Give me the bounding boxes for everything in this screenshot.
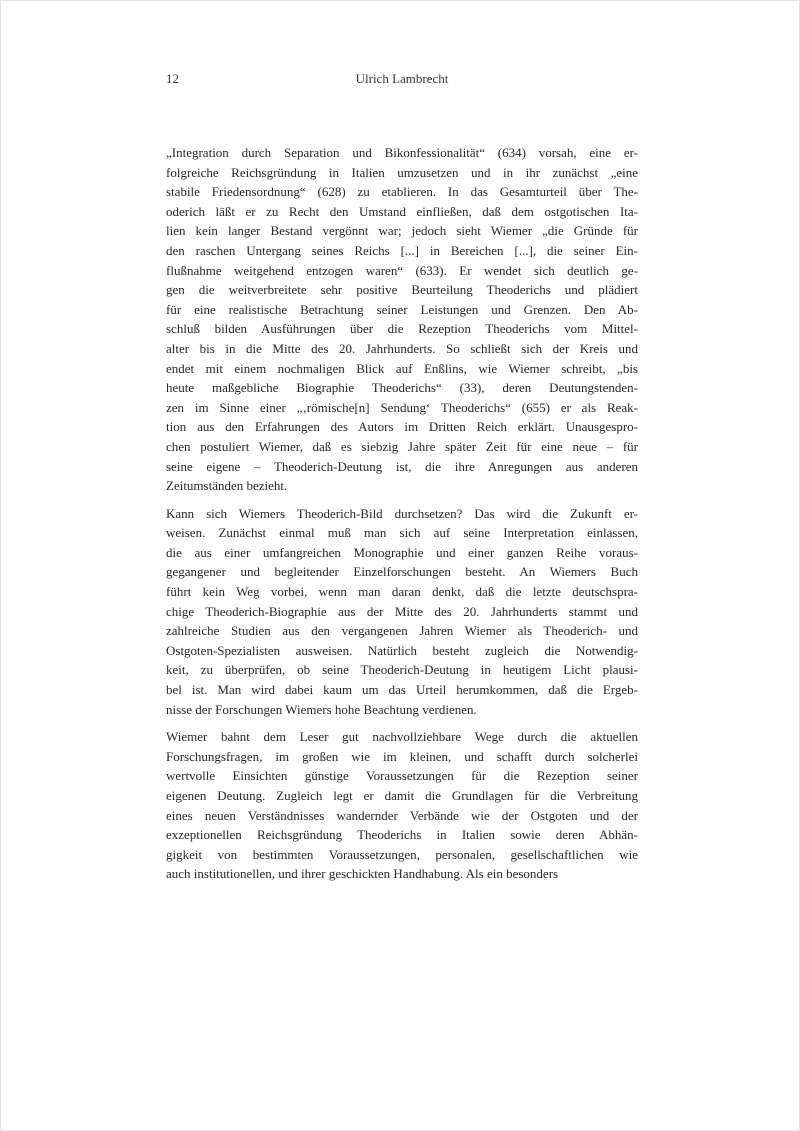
text-line: seine eigene – Theoderich-Deutung ist, die ihre Anregungen aus anderen xyxy=(166,458,638,474)
text-line: gen die weitverbreitete sehr positive Beurteilung Theoderichs und plädiert xyxy=(166,282,638,298)
text-line: zahlreiche Studien aus den vergangenen Jahren Wiemer als Theoderich- und xyxy=(166,623,638,639)
text-line: lien kein langer Bestand vergönnt war; jedoch sieht Wiemer „die Gründe für xyxy=(166,223,638,239)
text-line: chige Theoderich-Biographie aus der Mitte des 20. Jahrhunderts stammt und xyxy=(166,603,638,619)
text-line: weisen. Zunächst einmal muß man sich auf seine Interpretation einlassen, xyxy=(166,525,638,541)
body-text xyxy=(166,143,638,892)
text-line: Wiemer bahnt dem Leser gut nachvollziehbare Wege durch die aktuellen xyxy=(166,729,638,745)
text-line: Forschungsfragen, im großen wie im kleinen, und schafft durch solcherlei xyxy=(166,748,638,764)
text-line: für eine realistische Betrachtung seiner Leistungen und Grenzen. Den Ab- xyxy=(166,301,638,317)
text-line: den raschen Untergang seines Reichs [...] in Bereichen [...], die seiner Ein- xyxy=(166,242,638,258)
text-line: eigenen Deutung. Zugleich legt er damit die Grundlagen für die Verbreitung xyxy=(166,788,638,803)
text-line: endet mit einem nochmaligen Blick auf Enßlins, wie Wiemer schreibt, „bis xyxy=(166,360,638,376)
text-line: bel ist. Man wird dabei kaum um das Urteil herumkommen, daß die Ergeb- xyxy=(166,682,638,698)
text-line: die aus einer umfangreichen Monographie und einer ganzen Reihe voraus- xyxy=(166,544,638,560)
text-line: oderich läßt er zu Recht den Umstand einfließen, daß dem ostgotischen Ita- xyxy=(166,203,638,219)
text-line: auch institutionellen, und ihrer geschickten Handhabung. Als ein besonders xyxy=(166,866,559,882)
text-line: „Integration durch Separation und Bikonfessionalität“ (634) vorsah, eine er- xyxy=(166,145,638,160)
text-line: schluß bilden Ausführungen über die Rezeption Theoderichs vom Mittel- xyxy=(166,321,638,337)
text-line: führt kein Weg vorbei, wenn man daran denkt, daß die letzte deutschspra- xyxy=(166,584,638,600)
text-line: Kann sich Wiemers Theoderich-Bild durchsetzen? Das wird die Zukunft er- xyxy=(166,505,638,521)
paragraph xyxy=(166,143,638,496)
text-line: gegangener und begleitender Einzelforschungen besteht. An Wiemers Buch xyxy=(166,564,638,580)
text-line: flußnahme weitgehend entzogen waren“ (633). Er wendet sich deutlich ge- xyxy=(166,262,638,278)
paragraph xyxy=(166,727,638,884)
text-line: Ostgoten-Spezialisten ausweisen. Natürlich besteht zugleich die Notwendig- xyxy=(166,642,638,658)
text-line: zen im Sinne einer „‚römische[n] Sendung‘ Theoderichs“ (655) er als Reak- xyxy=(166,399,638,415)
text-line: gigkeit von bestimmten Voraussetzungen, personalen, gesellschaftlichen wie xyxy=(166,846,638,862)
text-line: eines neuen Verständnisses wandernder Verbände wie der Ostgoten und der xyxy=(166,807,638,823)
text-line: Zeitumständen bezieht. xyxy=(166,478,288,494)
text-line: wertvolle Einsichten günstige Voraussetzungen für die Rezeption seiner xyxy=(166,768,638,784)
text-line: stabile Friedensordnung“ (628) zu etablieren. In das Gesamturteil über The- xyxy=(166,184,638,200)
text-line: folgreiche Reichsgründung in Italien umzusetzen und in ihr zunächst „eine xyxy=(166,164,638,180)
text-line: exzeptionellen Reichsgründung Theoderichs in Italien sowie deren Abhän- xyxy=(166,827,638,843)
paragraph xyxy=(166,504,638,720)
text-line: keit, zu überprüfen, ob seine Theoderich-Deutung in heutigem Licht plausi- xyxy=(166,662,638,678)
page-number: 12 xyxy=(166,71,179,86)
text-line: nisse der Forschungen Wiemers hohe Beachtung verdienen. xyxy=(166,701,477,717)
page-header xyxy=(166,71,638,89)
running-title: Ulrich Lambrecht xyxy=(355,71,449,86)
text-line: tion aus den Erfahrungen des Autors im Dritten Reich erklärt. Unausgespro- xyxy=(166,419,638,435)
text-line: chen postuliert Wiemer, daß es siebzig Jahre später Zeit für eine neue – für xyxy=(166,438,638,454)
text-line: alter bis in die Mitte des 20. Jahrhunderts. So schließt sich der Kreis und xyxy=(166,340,638,356)
text-line: heute maßgebliche Biographie Theoderichs“ (33), deren Deutungstenden- xyxy=(166,380,638,396)
